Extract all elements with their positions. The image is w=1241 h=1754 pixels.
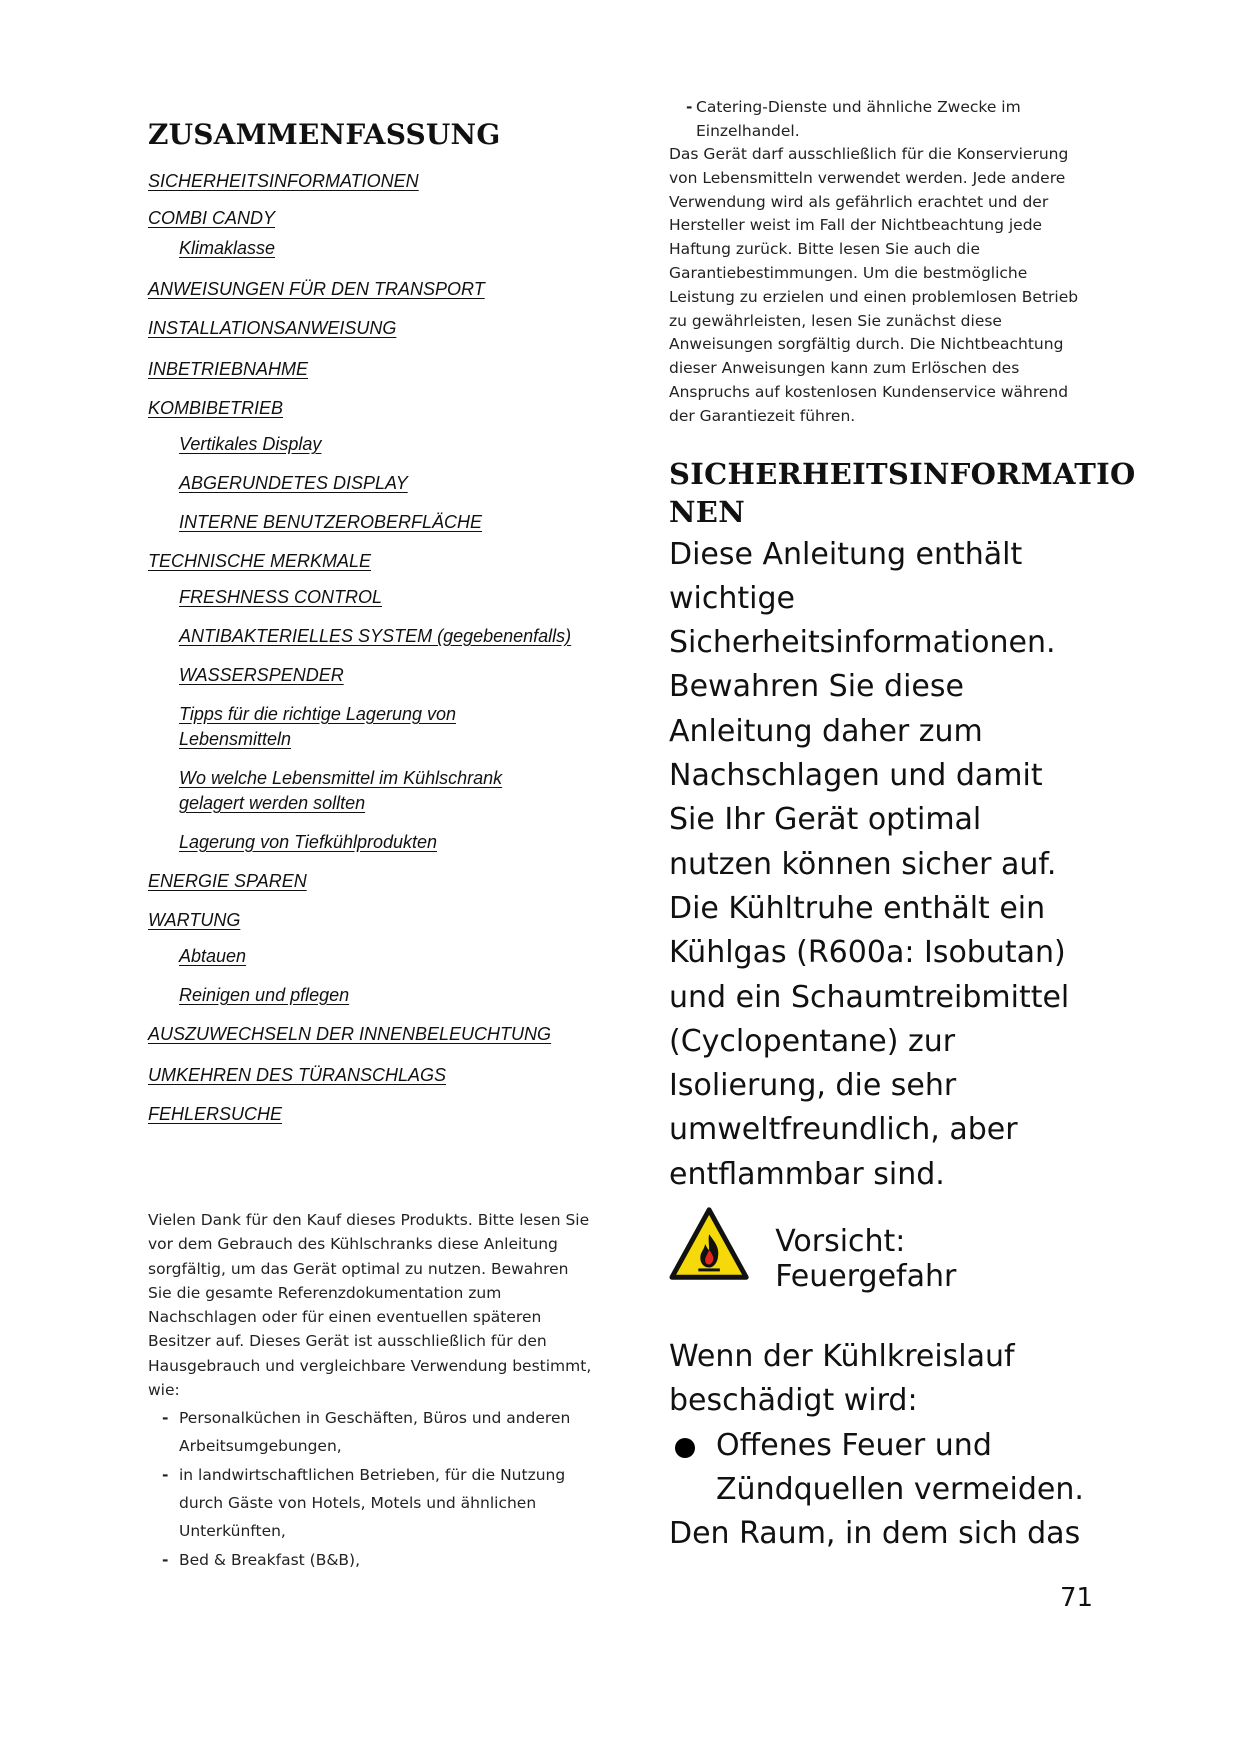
toc-link[interactable]: TECHNISCHE MERKMALE [148, 551, 372, 571]
dash-bullet: - [162, 1466, 169, 1485]
toc-link[interactable]: Abtauen [179, 946, 247, 966]
toc-item-technische-merkmale [148, 549, 608, 574]
safety-text-manual: Diese Anleitung enthält wichtige Sicherheitsinformationen. Bewahren Sie diese Anleitung daher zum Nachschlagen und damit Sie Ihr Gerät optimal nutzen können sicher auf. [669, 536, 1057, 882]
toc-item-wartung [148, 908, 608, 933]
section-title-line-2: NEN [669, 494, 746, 529]
toc-item-inbetriebnahme [148, 357, 608, 382]
dash-bullet: - [686, 98, 693, 116]
toc-item-installation [148, 316, 608, 341]
list-item [669, 95, 1089, 143]
toc-item-innenbeleuchtung [148, 1022, 608, 1047]
toc-link[interactable]: ENERGIE SPAREN [148, 871, 307, 891]
list-item-text: Catering-Dienste und ähnliche Zwecke im Einzelhandel. [696, 98, 1021, 140]
bullet-text: Offenes Feuer und Zündquellen vermeiden. [716, 1427, 1084, 1507]
page-number: 71 [1060, 1583, 1094, 1613]
toc-link[interactable]: WASSERSPENDER [179, 665, 344, 685]
toc-item-reinigen [148, 983, 608, 1008]
toc-link[interactable]: ANWEISUNGEN FÜR DEN TRANSPORT [148, 279, 485, 299]
toc-item-klimaklasse [148, 236, 608, 261]
toc-item-vertikales-display [148, 432, 608, 457]
fire-hazard-warning-icon [669, 1206, 749, 1282]
bullet-item [669, 1424, 1089, 1513]
toc-item-energie-sparen [148, 869, 608, 894]
safety-text-gas: Die Kühltruhe enthält ein Kühlgas (R600a: Isobutan) und ein Schaumtreibmittel (Cyclopentane) zur Isolierung, die sehr umweltfreundlich, aber entflammbar sind. [669, 890, 1070, 1192]
intended-use-list [148, 1404, 593, 1574]
toc-link[interactable]: Reinigen und pflegen [179, 985, 350, 1005]
list-item [148, 1546, 593, 1574]
toc-item-sicherheitsinformationen [148, 169, 608, 194]
dash-bullet: - [162, 1551, 169, 1570]
table-of-contents [148, 118, 608, 1127]
toc-item-tipps-lagerung [148, 702, 509, 752]
toc-link[interactable]: INSTALLATIONSANWEISUNG [148, 318, 397, 338]
warning-label: Vorsicht: Feuergefahr [775, 1224, 957, 1295]
toc-item-freshness-control [148, 585, 608, 610]
toc-link[interactable]: KOMBIBETRIEB [148, 398, 284, 418]
toc-link[interactable]: INTERNE BENUTZEROBERFLÄCHE [179, 512, 483, 532]
toc-link[interactable]: Klimaklasse [179, 238, 276, 258]
section-title [669, 455, 1136, 531]
toc-link[interactable]: Wo welche Lebensmittel im Kühlschrank gelagert werden sollten [179, 768, 503, 813]
toc-link[interactable]: FRESHNESS CONTROL [179, 587, 383, 607]
toc-item-antibakterielles-system [148, 624, 608, 649]
intended-use-list-continued [669, 95, 1089, 143]
toc-item-abtauen [148, 944, 608, 969]
toc-link[interactable]: COMBI CANDY [148, 208, 276, 228]
toc-item-interne-benutzeroberflaeche [148, 510, 608, 535]
toc-link[interactable]: Tipps für die richtige Lagerung von Lebensmitteln [179, 704, 457, 749]
toc-link[interactable]: UMKEHREN DES TÜRANSCHLAGS [148, 1065, 447, 1085]
list-item-text: Bed & Breakfast (B&B), [179, 1551, 361, 1570]
list-item-text: in landwirtschaftlichen Betrieben, für die Nutzung durch Gäste von Hotels, Motels und ähnlichen Unterkünften, [179, 1466, 566, 1541]
tail-text: Den Raum, in dem sich das [669, 1516, 1081, 1552]
toc-item-wasserspender [148, 663, 608, 688]
intro-paragraph: Vielen Dank für den Kauf dieses Produkts. Bitte lesen Sie vor dem Gebrauch des Kühlschranks diese Anleitung sorgfältig, um das Gerät optimal zu nutzen. Bewahren Sie die gesamte Referenzdokumentation zum Nachschlagen oder für einen eventuellen späteren Besitzer auf. Dieses Gerät ist ausschließlich für den Hausgebrauch und vergleichbare Verwendung bestimmt, wie: [148, 1211, 592, 1400]
section-title-line-1: SICHERHEITSINFORMATIO [669, 456, 1136, 491]
damage-heading: Wenn der Kühlkreislauf beschädigt wird: [669, 1339, 1015, 1419]
bullet-dot-icon [675, 1438, 695, 1458]
toc-item-tiefkuehlprodukte [148, 830, 608, 855]
toc-list [148, 169, 608, 1127]
toc-link[interactable]: FEHLERSUCHE [148, 1104, 283, 1124]
toc-link[interactable]: ANTIBAKTERIELLES SYSTEM (gegebenenfalls) [179, 626, 572, 646]
intro-section [148, 1208, 593, 1575]
toc-link[interactable]: ABGERUNDETES DISPLAY [179, 473, 408, 493]
toc-item-wo-welche-lebensmittel [148, 766, 559, 816]
toc-link[interactable]: WARTUNG [148, 910, 241, 930]
toc-item-tueranschlag [148, 1063, 608, 1088]
dash-bullet: - [162, 1409, 169, 1428]
toc-link[interactable]: INBETRIEBNAHME [148, 359, 309, 379]
list-item [148, 1461, 593, 1545]
toc-title: ZUSAMMENFASSUNG [148, 118, 501, 151]
list-item-text: Personalküchen in Geschäften, Büros und anderen Arbeitsumgebungen, [179, 1409, 571, 1456]
right-column [669, 95, 1136, 1557]
toc-item-kombibetrieb [148, 396, 608, 421]
list-item [148, 1404, 593, 1460]
toc-item-fehlersuche [148, 1102, 608, 1127]
toc-item-abgerundetes-display [148, 471, 608, 496]
toc-item-combi-candy [148, 206, 608, 231]
toc-link[interactable]: SICHERHEITSINFORMATIONEN [148, 171, 419, 191]
toc-link[interactable]: Lagerung von Tiefkühlprodukten [179, 832, 438, 852]
toc-item-transport [148, 277, 608, 302]
fire-warning [669, 1203, 1089, 1295]
usage-paragraph: Das Gerät darf ausschließlich für die Konservierung von Lebensmitteln verwendet werden. Jede andere Verwendung wird als gefährlich erachtet und der Hersteller weist im Fall der Nichtbeachtung jede Haftung zurück. Bitte lesen Sie auch die Garantiebestimmungen. Um die bestmögliche Leistung zu erzielen und einen problemlosen Betrieb zu gewährleisten, lesen Sie zunächst diese Anweisungen sorgfältig durch. Die Nichtbeachtung dieser Anweisungen kann zum Erlöschen des Anspruchs auf kostenlosen Kundenservice während der Garantiezeit führen. [669, 145, 1079, 425]
toc-link[interactable]: Vertikales Display [179, 434, 322, 454]
toc-link[interactable]: AUSZUWECHSELN DER INNENBELEUCHTUNG [148, 1024, 552, 1044]
